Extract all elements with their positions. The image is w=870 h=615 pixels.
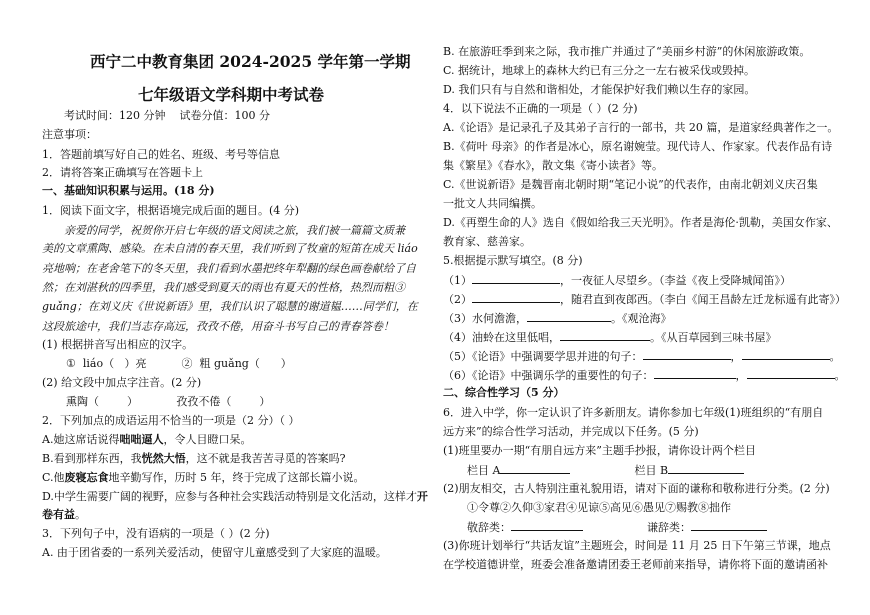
question-3-option-b: B. 在旅游旺季到来之际，我市推广并通过了“美丽乡村游”的休闲旅游政策。 (443, 45, 811, 58)
question-2-option-a: A.她这席话说得咄咄逼人，令人目瞪口呆。 (42, 433, 252, 446)
blank (668, 463, 744, 474)
idiom-c: 废寝忘食 (64, 471, 109, 484)
question-4-option-c-cont: 一批文人共同编撰。 (443, 197, 542, 210)
question-5-item-5: （5）《论语》中强调要学思并进的句子： ， 。 (443, 350, 841, 363)
question-4-option-d: D.《再塑生命的人》选自《假如给我三天光明》。作者是海伦·凯勒，美国女作家、 (443, 216, 838, 229)
question-6-task-2: (2)朋友相交，古人特别注重礼貌用语，请对下面的谦称和敬称进行分类。(2 分) (443, 482, 830, 495)
question-6-task-3-cont: 在学校道德讲堂，班委会准备邀请团委王老师前来指导，请你将下面的邀请函补 (443, 558, 828, 571)
exam-title-line1: 西宁二中教育集团 2024-2025 学年第一学期 (90, 52, 411, 71)
notice-item-2: 2．请将答案正确填写在答题卡上 (42, 166, 203, 179)
question-5-item-6: （6）《论语》中强调乐学的重要性的句子： ， 。 (443, 369, 846, 382)
question-6-task-2-options: ①令尊②久仰③家君④见谅⑤高见⑥愚见⑦赐教⑧拙作 (467, 501, 731, 514)
passage-line-2: 美的文章熏陶、感染。在未自清的春天里，我们听到了牧童的短笛在成天 liáo (42, 242, 418, 255)
question-5-item-1: （1） ，一夜征人尽望乡。（李益《夜上受降城闻笛》） (443, 274, 791, 287)
question-4-option-b: B.《荷叶 母亲》的作者是冰心，原名谢婉莹。现代诗人、作家家。代表作品有诗 (443, 140, 833, 153)
question-2-option-c: C.他废寝忘食地辛勤写作，历时 5 年，终于完成了这部长篇小说。 (42, 471, 365, 484)
section-1-heading: 一、基础知识积累与运用。(18 分) (42, 184, 215, 197)
blank (747, 368, 835, 379)
idiom-d-part2: 卷有益 (42, 508, 75, 521)
question-4-stem: 4．以下说法不正确的一项是（ ）(2 分) (443, 102, 638, 115)
exam-info: 考试时间：120 分钟 试卷分值：100 分 (64, 109, 270, 122)
blank (511, 520, 583, 531)
question-1-1: (1) 根据拼音写出相应的汉字。 (42, 338, 194, 351)
question-5-item-4: （4）油蛉在这里低唱， 。《从百草园到三味书屋》 (443, 331, 777, 344)
blank (654, 368, 736, 379)
question-6-task-3: (3)你班计划举行“共话友谊”主题班会，时间是 11 月 25 日下午第三节课，地点 (443, 539, 831, 552)
idiom-b: 恍然大悟 (141, 452, 186, 465)
question-1-2-blanks: 熏陶（ ） 孜孜不倦（ ） (66, 395, 271, 408)
question-4-option-d-cont: 教育家、慈善家。 (443, 235, 531, 248)
idiom-d-part1: 开 (416, 490, 428, 503)
question-6-stem: 6．进入中学，你一定认识了许多新朋友。请你参加七年级(1)班组织的“有朋自 (443, 406, 824, 419)
question-2-stem: 2．下列加点的成语运用不恰当的一项是（2 分）（ ） (42, 414, 300, 427)
exam-title-line2: 七年级语文学科期中考试卷 (138, 85, 325, 104)
blank (527, 311, 611, 322)
question-6-task-1: (1)班里要办一期“有朋自远方来”主题手抄报，请你设计两个栏目 (443, 444, 756, 457)
passage-line-4: 然；在刘湛秋的四季里，我们感受到夏天的雨也有夏天的性格，热烈而粗③ (42, 281, 405, 294)
question-3-option-a: A. 由于团省委的一系列关爱活动，使留守儿童感受到了大家庭的温暖。 (42, 546, 387, 559)
question-6-task-2-blanks: 敬辞类： 谦辞类： (467, 520, 767, 535)
passage-line-1: 亲爱的同学，祝贺你开启七年级的语文阅读之旅，我们被一篇篇文质兼 (64, 224, 405, 237)
question-6-stem-cont: 远方来”的综合性学习活动，并完成以下任务。(5 分) (443, 425, 699, 438)
passage-line-3: 亮地响；在老舍笔下的冬天里，我们看到水墨把终年犁翻的绿色画卷献给了自 (42, 262, 416, 275)
question-3-option-c: C. 据统计，地球上的森林大约已有三分之一左右被采伐或毁掉。 (443, 64, 756, 77)
question-1-stem: 1．阅读下面文字，根据语境完成后面的题目。(4 分) (42, 204, 300, 217)
blank (472, 273, 560, 284)
passage-line-5: guǎng；在刘义庆《世说新语》里，我们认识了聪慧的谢道韫……同学们，在 (42, 300, 418, 313)
question-5-item-2: （2） ，随君直到夜郎西。（李白《闻王昌龄左迁龙标遥有此寄》） (443, 293, 846, 306)
question-4-option-a: A.《论语》是记录孔子及其弟子言行的一部书，共 20 篇，是道家经典著作之一。 (443, 121, 839, 134)
question-5-stem: 5.根据提示默写填空。(8 分) (443, 254, 583, 267)
question-3-stem: 3．下列句子中，没有语病的一项是（ ）(2 分) (42, 527, 270, 540)
blank (500, 463, 570, 474)
question-2-option-b: B.看到那样东西，我恍然大悟，这不就是我苦苦寻觅的答案吗? (42, 452, 346, 465)
question-1-2: (2) 给文段中加点字注音。(2 分) (42, 376, 202, 389)
blank (643, 349, 731, 360)
section-2-heading: 二、综合性学习（5 分） (443, 386, 565, 399)
blank (472, 292, 560, 303)
question-2-option-d-cont: 卷有益。 (42, 508, 86, 521)
blank (742, 349, 830, 360)
question-3-option-d: D. 我们只有与自然和谐相处，才能保护好我们赖以生存的家园。 (443, 83, 756, 96)
notice-item-1: 1．答题前填写好自己的姓名、班级、考号等信息 (42, 148, 280, 161)
question-5-item-3: （3）水何澹澹， 。《观沧海》 (443, 312, 672, 325)
notice-heading: 注意事项： (42, 128, 97, 141)
question-4-option-c: C.《世说新语》是魏晋南北朝时期“笔记小说”的代表作，由南北朝刘义庆召集 (443, 178, 818, 191)
idiom-a: 咄咄逼人 (119, 433, 164, 446)
question-1-1-blanks: ① liáo（ ）亮 ② 粗 guǎng（ ） (66, 357, 292, 370)
blank (691, 520, 767, 531)
question-2-option-d: D.中学生需要广阔的视野，应参与各种社会实践活动特别是文化活动，这样才开 (42, 490, 428, 503)
question-6-task-1-blanks: 栏目 A 栏目 B (467, 463, 744, 478)
question-4-option-b-cont: 集《繁星》《春水》，散文集《寄小读者》等。 (443, 159, 663, 172)
blank (560, 330, 650, 341)
passage-line-6: 这段旅途中，我们当志存高远，孜孜不倦，用奋斗书写自己的青春答卷！ (42, 320, 394, 333)
